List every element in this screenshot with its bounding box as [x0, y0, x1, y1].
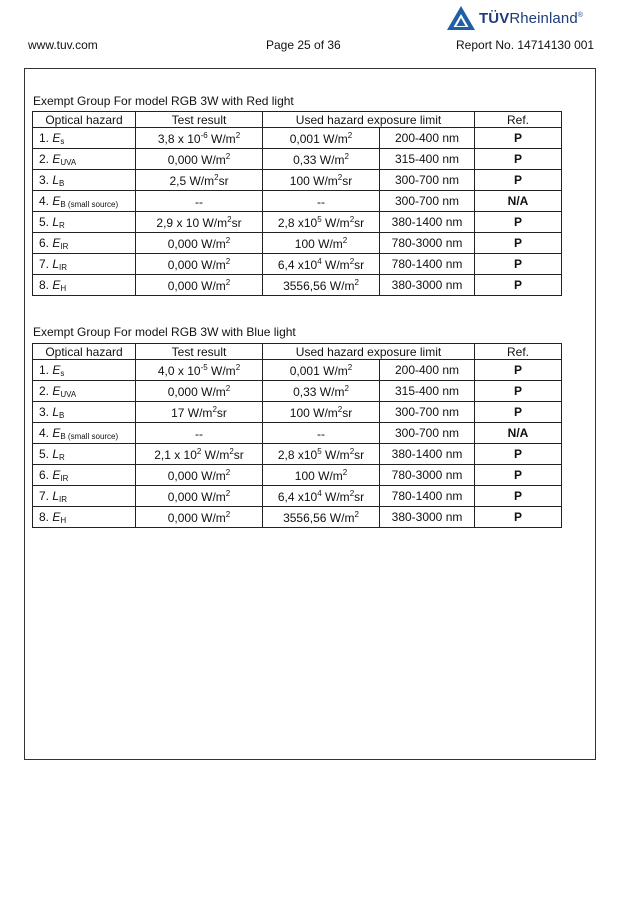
limit-value: 0,33 W/m — [293, 384, 345, 399]
wavelength-range-cell: 300-700 nm — [380, 402, 475, 423]
hazard-cell — [33, 233, 136, 254]
result-exponent: 2 — [225, 277, 231, 287]
limit-value: -- — [317, 194, 325, 209]
test-result-cell — [136, 212, 263, 233]
hazard-number: 8. — [39, 277, 50, 292]
hazard-number: 5. — [39, 214, 50, 229]
hazard-subscript: B — [59, 178, 65, 188]
result-exponent: 2 — [225, 235, 231, 245]
ref-verdict-cell: P — [475, 486, 562, 507]
table-row — [33, 486, 562, 507]
wavelength-range-cell: 380-1400 nm — [380, 212, 475, 233]
limit-value: 100 W/m — [289, 405, 338, 420]
wavelength-range-cell: 380-1400 nm — [380, 444, 475, 465]
test-result-cell — [136, 423, 263, 444]
ref-verdict-cell: P — [475, 360, 562, 381]
ref-verdict-cell: P — [475, 381, 562, 402]
col-test-result: Test result — [136, 344, 263, 360]
hazard-subscript: IR — [59, 494, 68, 504]
hazard-cell — [33, 254, 136, 275]
wavelength-range-cell: 380-3000 nm — [380, 507, 475, 528]
wavelength-range-cell: 300-700 nm — [380, 191, 475, 212]
result-value: 0,000 W/m — [167, 278, 226, 293]
limit-unit: W/m — [321, 447, 350, 462]
limit-unit-exponent: 2 — [349, 256, 355, 266]
col-exposure-limit: Used hazard exposure limit — [263, 112, 475, 128]
hazard-cell — [33, 423, 136, 444]
result-value: 0,000 W/m — [167, 152, 226, 167]
limit-unit-exponent: 2 — [349, 446, 355, 456]
limit-exponent: 2 — [344, 383, 349, 393]
table-row — [33, 191, 562, 212]
result-value: 0,000 W/m — [167, 489, 226, 504]
hazard-symbol: E — [52, 151, 61, 166]
hazard-cell — [33, 402, 136, 423]
hazard-cell — [33, 507, 136, 528]
test-result-cell — [136, 170, 263, 191]
wavelength-range-cell: 780-3000 nm — [380, 233, 475, 254]
result-value: -- — [195, 426, 203, 441]
exposure-limit-cell — [263, 423, 380, 444]
website-text: www.tuv.com — [28, 38, 98, 52]
ref-verdict-cell: P — [475, 465, 562, 486]
logo-text: TÜVRheinland® — [479, 9, 584, 27]
ref-verdict-cell: N/A — [475, 191, 562, 212]
table-row — [33, 170, 562, 191]
hazard-table-blue — [32, 343, 562, 528]
hazard-number: 4. — [39, 193, 50, 208]
limit-value: 3556,56 W/m — [283, 278, 355, 293]
exposure-limit-cell — [263, 486, 380, 507]
page-header — [0, 0, 625, 60]
table-row — [33, 381, 562, 402]
hazard-subscript: UVA — [60, 157, 77, 167]
hazard-number: 3. — [39, 404, 50, 419]
table-caption-red: Exempt Group For model RGB 3W with Red light — [33, 94, 294, 108]
result-unit-exponent: 2 — [235, 362, 241, 372]
limit-unit: W/m — [321, 489, 350, 504]
limit-exponent: 2 — [337, 172, 343, 182]
wavelength-range-cell: 300-700 nm — [380, 170, 475, 191]
wavelength-range-cell: 315-400 nm — [380, 149, 475, 170]
limit-value: 0,001 W/m — [289, 131, 348, 146]
result-exponent: 2 — [227, 214, 232, 224]
limit-unit-exponent: 2 — [349, 488, 355, 498]
exposure-limit-cell — [263, 275, 380, 296]
result-value: 3,8 x 10 — [157, 131, 201, 146]
exposure-limit-cell — [263, 381, 380, 402]
table-row — [33, 402, 562, 423]
hazard-table-red — [32, 111, 562, 296]
ref-verdict-cell: P — [475, 149, 562, 170]
result-unit-exponent: 2 — [235, 130, 241, 140]
hazard-subscript: s — [60, 368, 65, 378]
hazard-subscript: IR — [60, 473, 69, 483]
col-ref: Ref. — [475, 344, 562, 360]
ref-verdict-cell: P — [475, 128, 562, 149]
ref-verdict-cell: P — [475, 402, 562, 423]
result-exponent: 2 — [214, 172, 219, 182]
limit-exponent: 2 — [347, 362, 353, 372]
hazard-number: 3. — [39, 172, 50, 187]
table-header-row — [33, 344, 562, 360]
hazard-number: 4. — [39, 425, 50, 440]
limit-value: 100 W/m — [289, 173, 338, 188]
limit-exponent: 2 — [337, 404, 343, 414]
result-value: 4,0 x 10 — [157, 363, 201, 378]
hazard-subscript: B — [59, 410, 65, 420]
test-result-cell — [136, 233, 263, 254]
limit-exponent: 2 — [344, 151, 349, 161]
result-exponent: 2 — [196, 446, 202, 456]
hazard-cell — [33, 170, 136, 191]
exposure-limit-cell — [263, 402, 380, 423]
result-exponent: -6 — [200, 130, 208, 140]
limit-exponent: 4 — [317, 488, 322, 498]
table-row — [33, 465, 562, 486]
col-test-result: Test result — [136, 112, 263, 128]
exposure-limit-cell — [263, 212, 380, 233]
hazard-symbol: E — [52, 509, 61, 524]
test-result-cell — [136, 486, 263, 507]
table-row — [33, 212, 562, 233]
exposure-limit-cell — [263, 191, 380, 212]
test-result-cell — [136, 254, 263, 275]
exposure-limit-cell — [263, 233, 380, 254]
ref-verdict-cell: P — [475, 275, 562, 296]
limit-value: 100 W/m — [294, 468, 343, 483]
limit-exponent: 5 — [317, 446, 322, 456]
hazard-subscript: B (small source) — [60, 199, 119, 209]
col-optical-hazard: Optical hazard — [33, 344, 136, 360]
table-row — [33, 233, 562, 254]
limit-value: 2,8 x10 — [277, 447, 318, 462]
limit-value: 100 W/m — [294, 236, 343, 251]
hazard-cell — [33, 275, 136, 296]
ref-verdict-cell: P — [475, 212, 562, 233]
page-number: Page 25 of 36 — [266, 38, 341, 52]
wavelength-range-cell: 300-700 nm — [380, 423, 475, 444]
ref-verdict-cell: N/A — [475, 423, 562, 444]
exposure-limit-cell — [263, 360, 380, 381]
triangle-logo-icon — [446, 5, 476, 31]
table-row — [33, 360, 562, 381]
exposure-limit-cell — [263, 149, 380, 170]
hazard-symbol: L — [52, 404, 60, 419]
limit-unit: W/m — [321, 215, 350, 230]
test-result-cell — [136, 275, 263, 296]
test-result-cell — [136, 149, 263, 170]
hazard-cell — [33, 444, 136, 465]
limit-value: 6,4 x10 — [277, 257, 318, 272]
limit-value: 2,8 x10 — [277, 215, 318, 230]
wavelength-range-cell: 315-400 nm — [380, 381, 475, 402]
test-result-cell — [136, 128, 263, 149]
wavelength-range-cell: 780-1400 nm — [380, 254, 475, 275]
result-value: 0,000 W/m — [167, 236, 226, 251]
hazard-number: 2. — [39, 151, 50, 166]
test-result-cell — [136, 402, 263, 423]
hazard-number: 7. — [39, 256, 50, 271]
hazard-cell — [33, 128, 136, 149]
hazard-symbol: E — [52, 467, 61, 482]
limit-exponent: 2 — [342, 467, 348, 477]
limit-unit-suffix: sr — [354, 257, 365, 272]
hazard-symbol: E — [52, 235, 61, 250]
result-value: 0,000 W/m — [167, 510, 226, 525]
limit-value: 0,001 W/m — [289, 363, 348, 378]
hazard-symbol: L — [52, 446, 60, 461]
limit-exponent: 2 — [354, 509, 359, 519]
exposure-limit-cell — [263, 507, 380, 528]
hazard-cell — [33, 191, 136, 212]
result-exponent: 2 — [225, 151, 231, 161]
hazard-number: 5. — [39, 446, 50, 461]
test-result-cell — [136, 507, 263, 528]
result-value: 2,5 W/m — [169, 173, 215, 188]
report-number: Report No. 14714130 001 — [456, 38, 595, 52]
col-optical-hazard: Optical hazard — [33, 112, 136, 128]
hazard-subscript: B (small source) — [60, 431, 119, 441]
hazard-symbol: E — [52, 277, 61, 292]
wavelength-range-cell: 380-3000 nm — [380, 275, 475, 296]
table-row — [33, 128, 562, 149]
col-exposure-limit: Used hazard exposure limit — [263, 344, 475, 360]
limit-exponent: 2 — [354, 277, 359, 287]
hazard-symbol: L — [52, 172, 60, 187]
limit-value: 6,4 x10 — [277, 489, 318, 504]
hazard-symbol: E — [52, 362, 61, 377]
exposure-limit-cell — [263, 128, 380, 149]
result-exponent: 2 — [212, 404, 217, 414]
result-unit: sr — [216, 405, 227, 420]
hazard-subscript: R — [59, 452, 65, 462]
exposure-limit-cell — [263, 465, 380, 486]
test-result-cell — [136, 444, 263, 465]
result-unit: W/m — [201, 447, 230, 462]
hazard-cell — [33, 360, 136, 381]
table-caption-blue: Exempt Group For model RGB 3W with Blue light — [33, 325, 296, 339]
hazard-subscript: IR — [60, 241, 69, 251]
result-exponent: 2 — [225, 488, 231, 498]
table-row — [33, 507, 562, 528]
hazard-subscript: H — [60, 283, 67, 293]
result-value: 2,9 x 10 W/m — [156, 215, 228, 230]
limit-unit-exponent: 2 — [349, 214, 355, 224]
hazard-number: 6. — [39, 235, 50, 250]
hazard-subscript: H — [60, 515, 67, 525]
hazard-cell — [33, 381, 136, 402]
result-exponent: -5 — [200, 362, 208, 372]
limit-exponent: 5 — [317, 214, 322, 224]
limit-unit: sr — [342, 173, 353, 188]
limit-unit-suffix: sr — [354, 447, 365, 462]
result-exponent: 2 — [225, 256, 231, 266]
limit-value: 0,33 W/m — [293, 152, 345, 167]
result-exponent: 2 — [225, 383, 231, 393]
hazard-symbol: E — [52, 425, 61, 440]
hazard-cell — [33, 212, 136, 233]
test-result-cell — [136, 191, 263, 212]
limit-exponent: 2 — [342, 235, 348, 245]
table-row — [33, 254, 562, 275]
test-result-cell — [136, 465, 263, 486]
limit-unit-suffix: sr — [354, 215, 365, 230]
table-row — [33, 423, 562, 444]
hazard-symbol: E — [52, 130, 61, 145]
tuv-rheinland-logo — [446, 4, 583, 32]
hazard-cell — [33, 465, 136, 486]
limit-exponent: 2 — [347, 130, 353, 140]
result-value: 17 W/m — [171, 405, 213, 420]
hazard-number: 1. — [39, 362, 50, 377]
ref-verdict-cell: P — [475, 444, 562, 465]
result-exponent: 2 — [225, 467, 231, 477]
result-value: -- — [195, 194, 203, 209]
limit-unit: sr — [342, 405, 353, 420]
result-value: 0,000 W/m — [167, 468, 226, 483]
hazard-subscript: R — [59, 220, 65, 230]
result-unit-suffix: sr — [233, 447, 244, 462]
result-value: 0,000 W/m — [167, 384, 226, 399]
table-row — [33, 275, 562, 296]
hazard-number: 6. — [39, 467, 50, 482]
exposure-limit-cell — [263, 170, 380, 191]
ref-verdict-cell: P — [475, 507, 562, 528]
wavelength-range-cell: 780-3000 nm — [380, 465, 475, 486]
table-row — [33, 149, 562, 170]
hazard-symbol: E — [52, 193, 61, 208]
hazard-cell — [33, 149, 136, 170]
hazard-number: 2. — [39, 383, 50, 398]
limit-unit: W/m — [321, 257, 350, 272]
limit-exponent: 4 — [317, 256, 322, 266]
limit-value: -- — [317, 426, 325, 441]
result-value: 2,1 x 10 — [154, 447, 197, 462]
hazard-subscript: UVA — [60, 389, 77, 399]
result-unit: sr — [231, 215, 242, 230]
limit-value: 3556,56 W/m — [283, 510, 355, 525]
ref-verdict-cell: P — [475, 170, 562, 191]
hazard-cell — [33, 486, 136, 507]
hazard-number: 7. — [39, 488, 50, 503]
result-unit: W/m — [207, 363, 236, 378]
wavelength-range-cell: 200-400 nm — [380, 128, 475, 149]
result-exponent: 2 — [225, 509, 231, 519]
result-unit: W/m — [207, 131, 236, 146]
col-ref: Ref. — [475, 112, 562, 128]
test-result-cell — [136, 381, 263, 402]
result-value: 0,000 W/m — [167, 257, 226, 272]
hazard-subscript: s — [60, 136, 65, 146]
hazard-symbol: L — [52, 488, 60, 503]
wavelength-range-cell: 200-400 nm — [380, 360, 475, 381]
table-header-row — [33, 112, 562, 128]
wavelength-range-cell: 780-1400 nm — [380, 486, 475, 507]
hazard-symbol: E — [52, 383, 61, 398]
limit-unit-suffix: sr — [354, 489, 365, 504]
hazard-number: 1. — [39, 130, 50, 145]
hazard-subscript: IR — [59, 262, 68, 272]
test-result-cell — [136, 360, 263, 381]
result-unit: sr — [218, 173, 229, 188]
result-unit-exponent: 2 — [229, 446, 234, 456]
exposure-limit-cell — [263, 254, 380, 275]
table-row — [33, 444, 562, 465]
ref-verdict-cell: P — [475, 254, 562, 275]
hazard-symbol: L — [52, 256, 60, 271]
exposure-limit-cell — [263, 444, 380, 465]
hazard-symbol: L — [52, 214, 60, 229]
hazard-number: 8. — [39, 509, 50, 524]
ref-verdict-cell: P — [475, 233, 562, 254]
